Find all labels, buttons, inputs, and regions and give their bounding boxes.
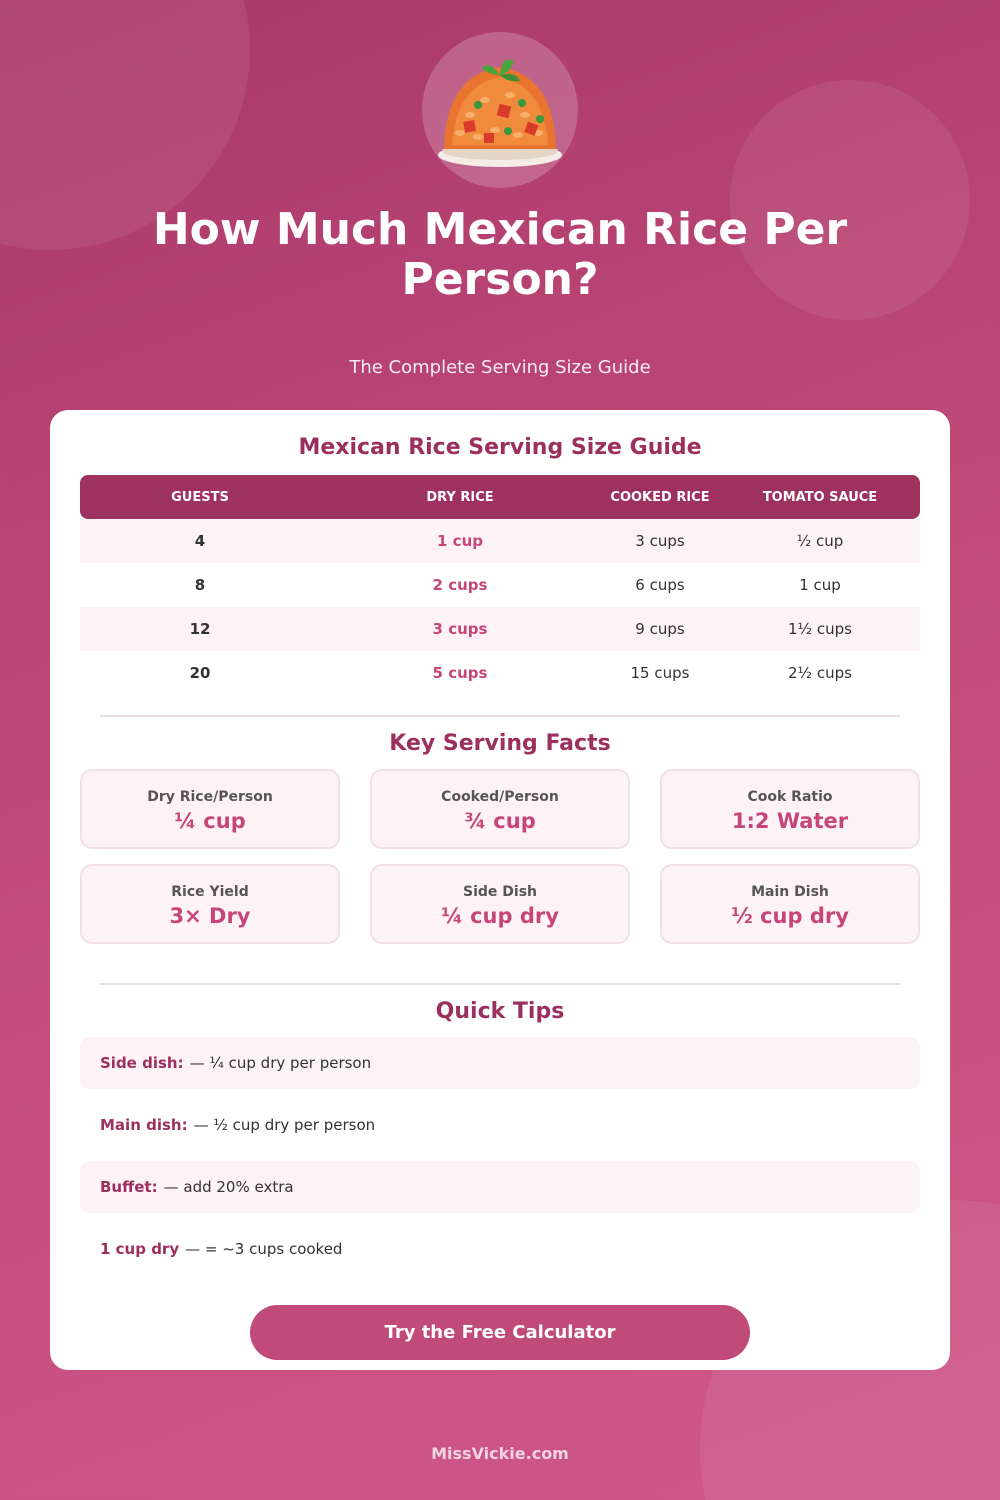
header-guests: GUESTS (171, 489, 229, 505)
header-cooked-rice: COOKED RICE (610, 489, 710, 505)
cell-cooked-rice: 6 cups (635, 576, 685, 594)
fact-value: ¾ cup (464, 809, 536, 833)
cell-cooked-rice: 9 cups (635, 620, 685, 638)
cell-dry-rice: 5 cups (432, 664, 488, 682)
header-dry-rice: DRY RICE (426, 489, 494, 505)
fact-value: ¼ cup dry (441, 904, 559, 928)
cell-tomato-sauce: 1½ cups (788, 620, 852, 638)
fact-label: Cook Ratio (747, 789, 833, 805)
fact-card (660, 864, 920, 944)
table-header (80, 475, 920, 519)
tip-label: Buffet: (100, 1178, 158, 1196)
fact-label: Cooked/Person (441, 789, 559, 805)
cell-tomato-sauce: 2½ cups (788, 664, 852, 682)
page-subtitle: The Complete Serving Size Guide (349, 357, 651, 378)
tip-item (80, 1223, 920, 1275)
tip-text: — ½ cup dry per person (193, 1116, 376, 1134)
fact-card (370, 864, 630, 944)
cell-guests: 8 (194, 576, 206, 594)
tip-item (80, 1161, 920, 1213)
cell-guests: 4 (194, 532, 206, 550)
tip-text: — add 20% extra (163, 1178, 294, 1196)
tip-label: Main dish: (100, 1116, 188, 1134)
tip-label: 1 cup dry (100, 1240, 180, 1258)
table-row (80, 519, 920, 563)
fact-value: 1:2 Water (731, 809, 849, 833)
fact-value: 3× Dry (169, 904, 251, 928)
page-title: How Much Mexican Rice Per Person? (152, 204, 848, 305)
cell-guests: 20 (189, 664, 211, 682)
section-divider (100, 715, 900, 717)
fact-card (80, 769, 340, 849)
tip-text: — ¼ cup dry per person (189, 1054, 372, 1072)
table-row (80, 607, 920, 651)
footer-site-name: MissVickie.com (431, 1444, 569, 1463)
table-row (80, 563, 920, 607)
header-tomato-sauce: TOMATO SAUCE (762, 489, 878, 505)
serving-table (80, 475, 920, 695)
cell-dry-rice: 3 cups (432, 620, 488, 638)
fact-card (370, 769, 630, 849)
guide-card (50, 410, 950, 1370)
fact-label: Dry Rice/Person (147, 789, 273, 805)
tip-item (80, 1099, 920, 1151)
fact-card (80, 864, 340, 944)
tip-text: — = ~3 cups cooked (185, 1240, 343, 1258)
free-calculator-button[interactable]: Try the Free Calculator (250, 1305, 750, 1360)
fact-card (660, 769, 920, 849)
tip-label: Side dish: (100, 1054, 184, 1072)
tips-title: Quick Tips (435, 999, 565, 1024)
cell-guests: 12 (189, 620, 211, 638)
fact-label: Main Dish (751, 884, 829, 900)
cell-cooked-rice: 3 cups (635, 532, 685, 550)
facts-title: Key Serving Facts (389, 731, 611, 756)
cell-tomato-sauce: ½ cup (796, 532, 844, 550)
cell-cooked-rice: 15 cups (630, 664, 690, 682)
fact-label: Rice Yield (171, 884, 249, 900)
cell-tomato-sauce: 1 cup (799, 576, 841, 594)
cell-dry-rice: 2 cups (432, 576, 488, 594)
guide-title: Mexican Rice Serving Size Guide (298, 435, 702, 460)
cell-dry-rice: 1 cup (437, 532, 483, 550)
table-row (80, 651, 920, 695)
fact-value: ¼ cup (174, 809, 246, 833)
section-divider (100, 983, 900, 985)
rice-bowl-icon (422, 32, 578, 188)
fact-label: Side Dish (463, 884, 537, 900)
fact-value: ½ cup dry (731, 904, 849, 928)
tip-item (80, 1037, 920, 1089)
